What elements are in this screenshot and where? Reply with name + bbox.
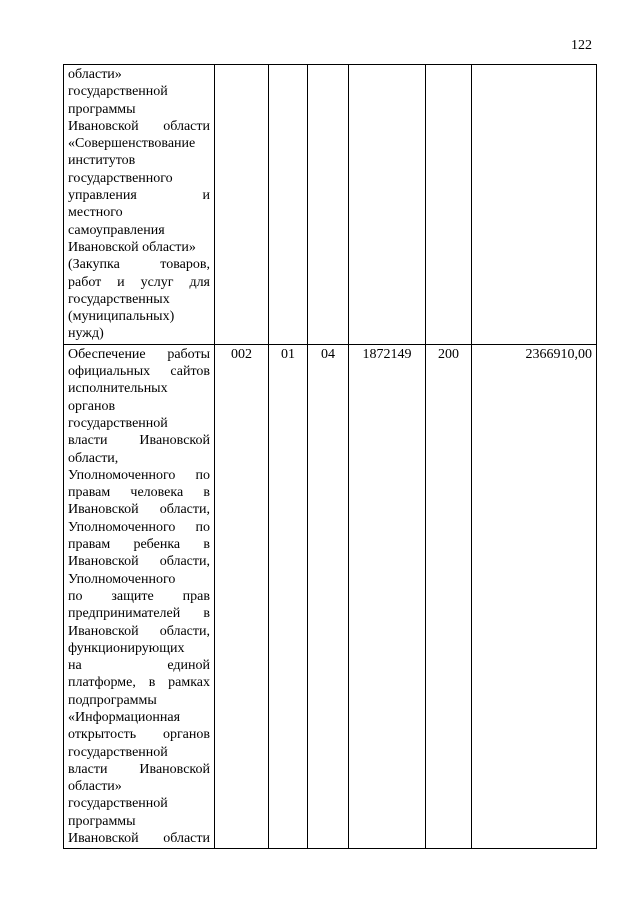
description-line: программы (68, 813, 136, 829)
description-line: предпринимателей в (68, 606, 210, 622)
description-line: Ивановской области, (68, 502, 210, 518)
description-line: работ и услуг для (68, 274, 210, 290)
description-line: исполнительных (68, 381, 168, 397)
description-line: Уполномоченного по (68, 519, 210, 535)
expense-type-cell (426, 65, 472, 345)
description-line: нужд) (68, 326, 104, 342)
description-line: власти Ивановской (68, 761, 210, 777)
description-line: Уполномоченного по (68, 467, 210, 483)
description-line: официальных сайтов (68, 364, 210, 380)
description-line: Ивановской области (68, 118, 210, 134)
description-line: правам человека в (68, 485, 210, 501)
budget-table (63, 64, 597, 849)
table-row (64, 344, 597, 849)
ministry-code-cell: 002 (215, 344, 269, 849)
ministry-code-cell (215, 65, 269, 345)
description-line: области» (68, 779, 122, 795)
page-number: 122 (571, 38, 592, 53)
description-line: платформе, в рамках (68, 675, 210, 691)
description-line: Обеспечение работы (68, 346, 210, 362)
target-article-cell: 1872149 (349, 344, 426, 849)
description-cell (64, 65, 215, 345)
amount-cell (472, 65, 597, 345)
description-line: государственной (68, 84, 168, 100)
description-line: (муниципальных) (68, 309, 175, 325)
description-line: управления и (68, 188, 210, 204)
description-line: области, (68, 450, 119, 466)
description-line: институтов (68, 153, 136, 169)
description-line: области» (68, 67, 122, 82)
amount-cell: 2366910,00 (472, 344, 597, 849)
description-line: Ивановской области, (68, 623, 210, 639)
section-code-cell: 01 (269, 344, 308, 849)
description-line: местного (68, 205, 123, 221)
expense-type-cell: 200 (426, 344, 472, 849)
description-line: «Совершенствование (68, 136, 196, 152)
description-line: подпрограммы (68, 692, 157, 708)
description-line: на единой (68, 658, 210, 674)
description-line: правам ребенка в (68, 537, 210, 553)
description-line: государственной (68, 744, 168, 760)
description-line: самоуправления (68, 222, 165, 238)
description-line: органов (68, 398, 116, 414)
description-line: по защите прав (68, 588, 210, 604)
description-line: Ивановской области, (68, 554, 210, 570)
target-article-cell (349, 65, 426, 345)
description-line: функционирующих (68, 640, 185, 656)
description-line: государственной (68, 796, 168, 812)
section-code-cell (269, 65, 308, 345)
description-line: государственного (68, 170, 173, 186)
table-row (64, 65, 597, 345)
description-line: Уполномоченного (68, 571, 176, 587)
subsection-code-cell (308, 65, 349, 345)
description-line: «Информационная (68, 709, 181, 725)
description-line: открытость органов (68, 727, 210, 743)
description-line: Ивановской области (68, 831, 210, 847)
description-cell (64, 344, 215, 849)
description-line: власти Ивановской (68, 433, 210, 449)
description-line: государственных (68, 291, 170, 307)
description-line: Ивановской области» (68, 239, 196, 255)
subsection-code-cell: 04 (308, 344, 349, 849)
description-line: государственной (68, 415, 168, 431)
description-line: (Закупка товаров, (68, 257, 210, 273)
description-line: программы (68, 101, 136, 117)
